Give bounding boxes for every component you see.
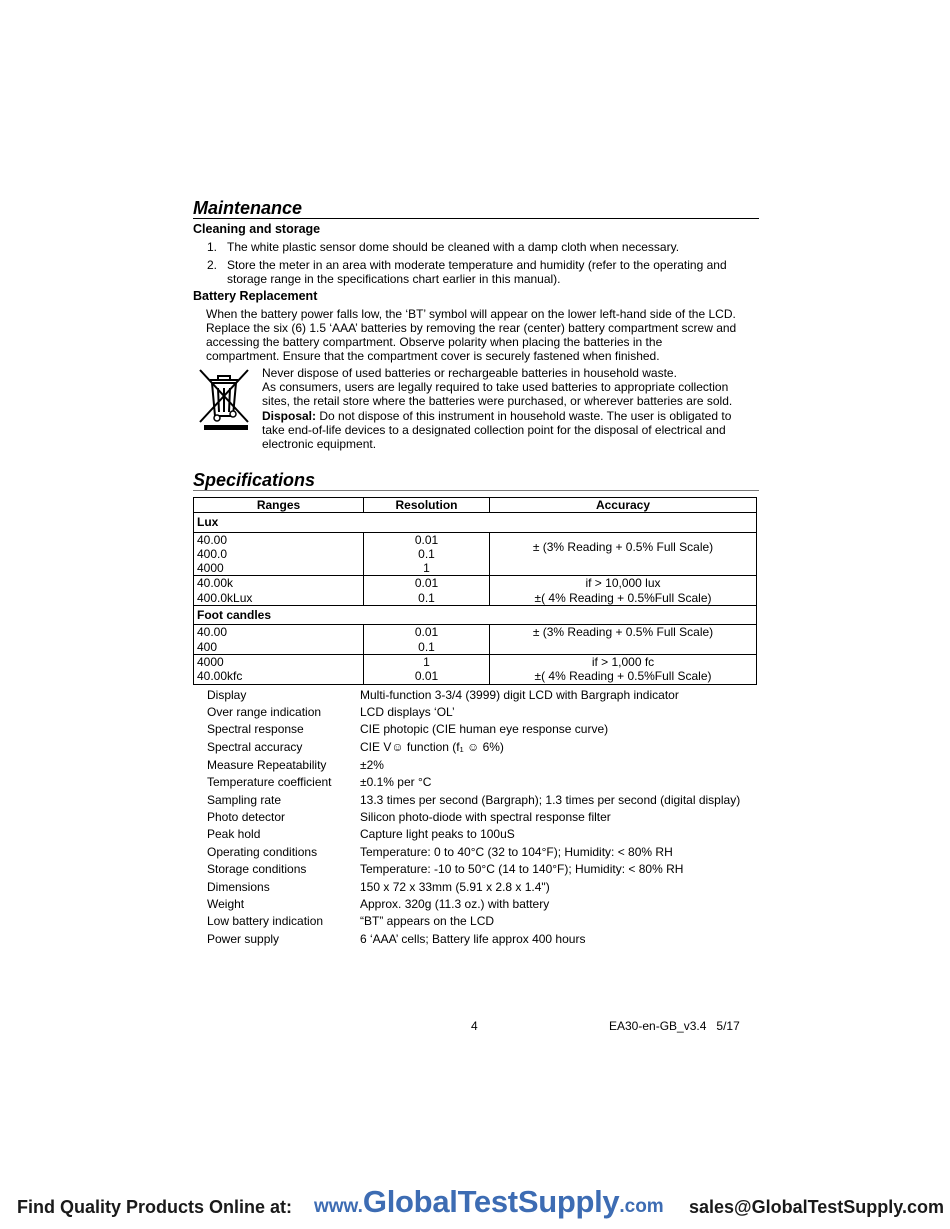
disposal-text-line-3: sites, the retail store where the batteries were purchased, or wherever batteries are sold.: [262, 394, 733, 408]
table-row: [194, 532, 757, 576]
spec-value: 150 x 72 x 33mm (5.91 x 2.8 x 1.4"): [360, 880, 550, 894]
spec-label: Over range indication: [207, 705, 322, 719]
accuracy-cell: if > 1,000 fc ±( 4% Reading + 0.5%Full Scale): [490, 654, 757, 684]
battery-replacement-heading: Battery Replacement: [193, 289, 318, 303]
spec-label: Spectral accuracy: [207, 740, 303, 754]
resolution-cell: 1 0.01: [364, 654, 490, 684]
group-row-lux: [194, 513, 757, 532]
resolution-cell: 0.01 0.1 1: [364, 532, 490, 576]
brand-name: GlobalTestSupply: [362, 1184, 620, 1219]
group-label-foot-candles: Foot candles: [194, 606, 757, 625]
spec-value: LCD displays ‘OL’: [360, 705, 455, 719]
group-label-lux: Lux: [194, 513, 757, 532]
accuracy-cell: if > 10,000 lux ±( 4% Reading + 0.5%Full Scale): [490, 576, 757, 606]
disposal-label: Disposal:: [262, 409, 317, 423]
battery-text-line-4: compartment. Ensure that the compartment cover is securely fastened when finished.: [206, 349, 660, 363]
spec-value: Temperature: 0 to 40°C (32 to 104°F); Humidity: < 80% RH: [360, 845, 673, 859]
header-resolution: Resolution: [364, 498, 490, 513]
cleaning-item-1-text: The white plastic sensor dome should be cleaned with a damp cloth when necessary.: [227, 240, 680, 254]
weee-crossed-bin-icon: [196, 366, 252, 432]
battery-text-line-2: Replace the six (6) 1.5 ‘AAA’ batteries by removing the rear (center) battery compartment screw and: [206, 321, 737, 335]
ranges-cell: 40.00 400.0 4000: [194, 532, 364, 576]
document-id: EA30-en-GB_v3.4 5/17: [609, 1019, 740, 1033]
spec-label: Dimensions: [207, 880, 270, 894]
table-row: [194, 654, 757, 684]
spec-table: [193, 497, 757, 685]
disposal-text-line-1: Never dispose of used batteries or rechargeable batteries in household waste.: [262, 366, 677, 380]
cleaning-storage-heading: Cleaning and storage: [193, 222, 321, 236]
spec-value: Capture light peaks to 100uS: [360, 827, 515, 841]
cleaning-item-1-number: 1.: [207, 240, 218, 254]
ranges-cell: 40.00 400: [194, 625, 364, 655]
battery-text-line-1: When the battery power falls low, the ‘BT’ symbol will appear on the lower left-hand side of the LCD.: [206, 307, 736, 321]
spec-value: Multi-function 3-3/4 (3999) digit LCD with Bargraph indicator: [360, 688, 679, 702]
spec-value: 13.3 times per second (Bargraph); 1.3 times per second (digital display): [360, 793, 741, 807]
resolution-cell: 0.01 0.1: [364, 576, 490, 606]
header-ranges: Ranges: [194, 498, 364, 513]
resolution-cell: 0.01 0.1: [364, 625, 490, 655]
spec-table-container: [193, 497, 757, 685]
sales-email-link[interactable]: sales@GlobalTestSupply.com: [689, 1197, 944, 1217]
spec-value: Temperature: -10 to 50°C (14 to 140°F); Humidity: < 80% RH: [360, 862, 684, 876]
spec-value: Silicon photo-diode with spectral response filter: [360, 810, 611, 824]
cleaning-item-2-line-2: storage range in the specifications chart earlier in this manual).: [227, 272, 561, 286]
spec-value: CIE photopic (CIE human eye response curve): [360, 722, 609, 736]
table-header-row: [194, 498, 757, 513]
spec-label: Low battery indication: [207, 914, 324, 928]
brand-website-link[interactable]: [314, 1184, 664, 1220]
spec-label: Measure Repeatability: [207, 758, 327, 772]
spec-label: Temperature coefficient: [207, 775, 332, 789]
spec-label: Display: [207, 688, 247, 702]
spec-label: Operating conditions: [207, 845, 318, 859]
specifications-heading: Specifications: [193, 470, 759, 491]
ranges-cell: 4000 40.00kfc: [194, 654, 364, 684]
spec-value: ±0.1% per °C: [360, 775, 432, 789]
spec-label: Weight: [207, 897, 245, 911]
disposal-paragraph-line-3: electronic equipment.: [262, 437, 377, 451]
ranges-cell: 40.00k 400.0kLux: [194, 576, 364, 606]
maintenance-heading: Maintenance: [193, 198, 759, 219]
spec-label: Peak hold: [207, 827, 261, 841]
battery-text-line-3: accessing the battery compartment. Observe polarity when placing the batteries in the: [206, 335, 663, 349]
disposal-paragraph-line-2: take end-of-life devices to a designated collection point for the disposal of electrical and: [262, 423, 726, 437]
table-row: [194, 576, 757, 606]
banner-tagline: Find Quality Products Online at:: [17, 1197, 293, 1217]
accuracy-cell: ± (3% Reading + 0.5% Full Scale): [490, 625, 757, 655]
disposal-text: Do not dispose of this instrument in household waste. The user is obligated to: [316, 409, 732, 423]
spec-value: 6 ‘AAA’ cells; Battery life approx 400 hours: [360, 932, 586, 946]
spec-value: Approx. 320g (11.3 oz.) with battery: [360, 897, 550, 911]
spec-label: Photo detector: [207, 810, 286, 824]
brand-prefix: www.: [314, 1196, 363, 1217]
group-row-foot-candles: [194, 606, 757, 625]
spec-value: CIE V☺ function (f₁ ☺ 6%): [360, 740, 504, 754]
spec-value: “BT” appears on the LCD: [360, 914, 495, 928]
table-row: [194, 625, 757, 655]
accuracy-cell: ± (3% Reading + 0.5% Full Scale): [490, 532, 757, 576]
page-number: 4: [471, 1019, 478, 1033]
disposal-text-line-2: As consumers, users are legally required to take used batteries to appropriate collection: [262, 380, 729, 394]
spec-label: Spectral response: [207, 722, 304, 736]
disposal-paragraph-line-1: [262, 409, 731, 423]
spec-label: Power supply: [207, 932, 280, 946]
cleaning-item-2-line-1: Store the meter in an area with moderate temperature and humidity (refer to the operating and: [227, 258, 727, 272]
spec-label: Storage conditions: [207, 862, 307, 876]
spec-value: ±2%: [360, 758, 384, 772]
cleaning-item-2-number: 2.: [207, 258, 218, 272]
header-accuracy: Accuracy: [490, 498, 757, 513]
brand-suffix: .com: [619, 1196, 664, 1217]
spec-label: Sampling rate: [207, 793, 282, 807]
